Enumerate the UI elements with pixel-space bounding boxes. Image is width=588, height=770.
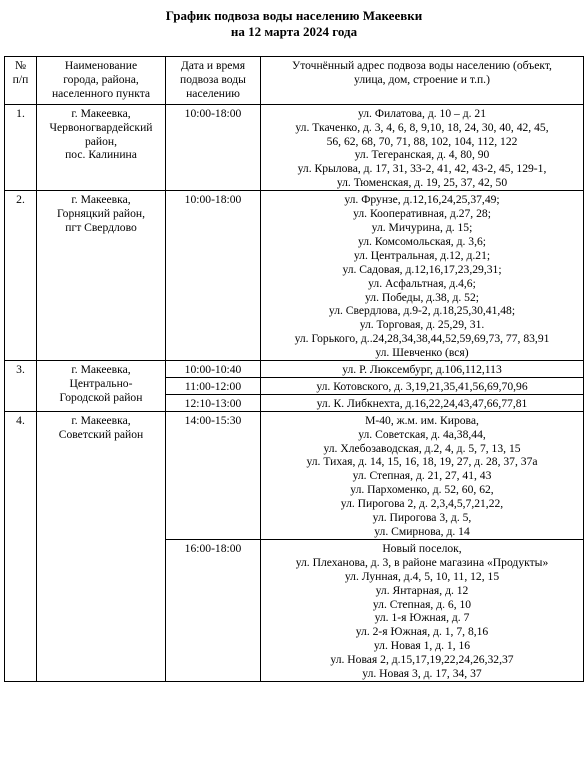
address-line: ул. Асфальтная, д.4,6; xyxy=(368,276,476,290)
row-locality xyxy=(37,104,166,190)
address-line: ул. Пирогова 2, д. 2,3,4,5,7,21,22, xyxy=(340,497,504,511)
header-city: Наименование города, района, населенного пункта xyxy=(37,57,166,105)
address-line: ул. Победы, д.38, д. 52; xyxy=(365,290,479,304)
address-line: ул. Садовая, д.12,16,17,23,29,31; xyxy=(342,262,502,276)
row-delivery-time: 10:00-18:00 xyxy=(166,191,261,361)
water-schedule-table xyxy=(4,56,584,682)
address-line: ул. Новая 2, д.15,17,19,22,24,26,32,37 xyxy=(330,653,514,667)
row-addresses xyxy=(261,411,584,539)
address-line: ул. Пирогова 3, д. 5, xyxy=(372,511,472,525)
locality-line: Центрально- xyxy=(69,376,133,390)
address-line: ул. Тегеранская, д. 4, 80, 90 xyxy=(354,148,490,162)
locality-line: район, xyxy=(84,134,118,148)
row-locality xyxy=(37,361,166,412)
locality-line: Горняцкий район, xyxy=(56,207,145,221)
row-number: 2. xyxy=(5,191,37,361)
row-locality xyxy=(37,191,166,361)
address-line: ул. Пархоменко, д. 52, 60, 62, xyxy=(350,483,494,497)
table-row xyxy=(5,191,584,361)
row-addresses xyxy=(261,377,584,394)
address-line: ул. Новая 1, д. 1, 16 xyxy=(373,639,471,653)
address-line: ул. 1-я Южная, д. 7 xyxy=(374,611,470,625)
table-row xyxy=(5,104,584,190)
address-line: ул. Р. Люксембург, д.106,112,113 xyxy=(342,363,502,377)
address-line: М-40, ж.м. им. Кирова, xyxy=(365,413,479,427)
header-address: Уточнённый адрес подвоза воды населению (объект, улица, дом, строение и т.п.) xyxy=(261,57,584,105)
address-line: ул. Лунная, д.4, 5, 10, 11, 12, 15 xyxy=(344,569,500,583)
address-line: ул. Советская, д. 4а,38,44, xyxy=(358,427,486,441)
address-line: ул. 2-я Южная, д. 1, 7, 8,16 xyxy=(355,625,489,639)
address-line: ул. Крылова, д. 17, 31, 33-2, 41, 42, 43-2, 45, 129-1, xyxy=(297,162,547,176)
address-line: ул. Тихая, д. 14, 15, 16, 18, 19, 27, д. 28, 37, 37а xyxy=(306,455,538,469)
row-addresses xyxy=(261,361,584,378)
row-number: 1. xyxy=(5,104,37,190)
locality-line: г. Макеевка, xyxy=(71,413,131,427)
row-delivery-time: 10:00-10:40 xyxy=(166,361,261,378)
table-header-row xyxy=(5,57,584,105)
address-line: Новый поселок, xyxy=(382,541,462,555)
address-line: ул. Комсомольская, д. 3,6; xyxy=(357,234,486,248)
address-line: ул. К. Либкнехта, д.16,22,24,43,47,66,77,81 xyxy=(316,396,528,410)
row-delivery-time: 12:10-13:00 xyxy=(166,394,261,411)
address-line: ул. Горького, д..24,28,34,38,44,52,59,69,73, 77, 83,91 xyxy=(294,332,550,346)
row-addresses xyxy=(261,394,584,411)
address-line: ул. Плеханова, д. 3, в районе магазина «Продукты» xyxy=(295,555,549,569)
locality-line: г. Макеевка, xyxy=(71,363,131,377)
address-line: ул. Свердлова, д.9-2, д.18,25,30,41,48; xyxy=(328,304,516,318)
row-delivery-time: 10:00-18:00 xyxy=(166,104,261,190)
title-line-2: на 12 марта 2024 года xyxy=(230,24,358,39)
address-line: ул. Ткаченко, д. 3, 4, 6, 8, 9,10, 18, 24, 30, 40, 42, 45, xyxy=(295,120,549,134)
table-row xyxy=(5,411,584,539)
address-line: ул. Хлебозаводская, д.2, 4, д. 5, 7, 13, 15 xyxy=(323,441,521,455)
row-number: 4. xyxy=(5,411,37,681)
row-delivery-time: 16:00-18:00 xyxy=(166,539,261,681)
address-line: ул. Степная, д. 6, 10 xyxy=(372,597,472,611)
title-line-1: График подвоза воды населению Макеевки xyxy=(165,8,423,23)
address-line: ул. Янтарная, д. 12 xyxy=(375,583,469,597)
locality-line: пос. Калинина xyxy=(65,148,137,162)
address-line: ул. Новая 3, д. 17, 34, 37 xyxy=(362,667,482,681)
row-delivery-time: 11:00-12:00 xyxy=(166,377,261,394)
address-line: ул. Тюменская, д. 19, 25, 37, 42, 50 xyxy=(336,176,508,190)
locality-line: пгт Свердлово xyxy=(65,220,137,234)
locality-line: г. Макеевка, xyxy=(71,193,131,207)
row-number: 3. xyxy=(5,361,37,412)
address-line: ул. Мичурина, д. 15; xyxy=(371,220,473,234)
row-delivery-time: 14:00-15:30 xyxy=(166,411,261,539)
header-time: Дата и время подвоза воды населению xyxy=(166,57,261,105)
row-addresses xyxy=(261,104,584,190)
address-line: ул. Кооперативная, д.27, 28; xyxy=(353,207,491,221)
address-line: ул. Торговая, д. 25,29, 31. xyxy=(359,318,485,332)
address-line: ул. Смирнова, д. 14 xyxy=(374,525,470,538)
table-row xyxy=(5,361,584,378)
address-line: ул. Шевченко (вся) xyxy=(375,346,469,360)
table-body xyxy=(5,104,584,681)
row-addresses xyxy=(261,191,584,361)
locality-line: Городской район xyxy=(59,390,143,404)
address-line: ул. Степная, д. 21, 27, 41, 43 xyxy=(352,469,492,483)
address-line: ул. Центральная, д.12, д.21; xyxy=(353,248,491,262)
document-title xyxy=(0,8,588,40)
address-line: 56, 62, 68, 70, 71, 88, 102, 104, 112, 122 xyxy=(326,134,518,148)
address-line: ул. Филатова, д. 10 – д. 21 xyxy=(357,106,486,120)
address-line: ул. Котовского, д. 3,19,21,35,41,56,69,70,96 xyxy=(316,379,528,393)
row-addresses xyxy=(261,539,584,681)
locality-line: Червоногвардейский xyxy=(49,120,153,134)
header-num: № п/п xyxy=(5,57,37,105)
address-line: ул. Фрунзе, д.12,16,24,25,37,49; xyxy=(344,193,500,207)
locality-line: Советский район xyxy=(58,427,144,441)
locality-line: г. Макеевка, xyxy=(71,106,131,120)
row-locality xyxy=(37,411,166,681)
